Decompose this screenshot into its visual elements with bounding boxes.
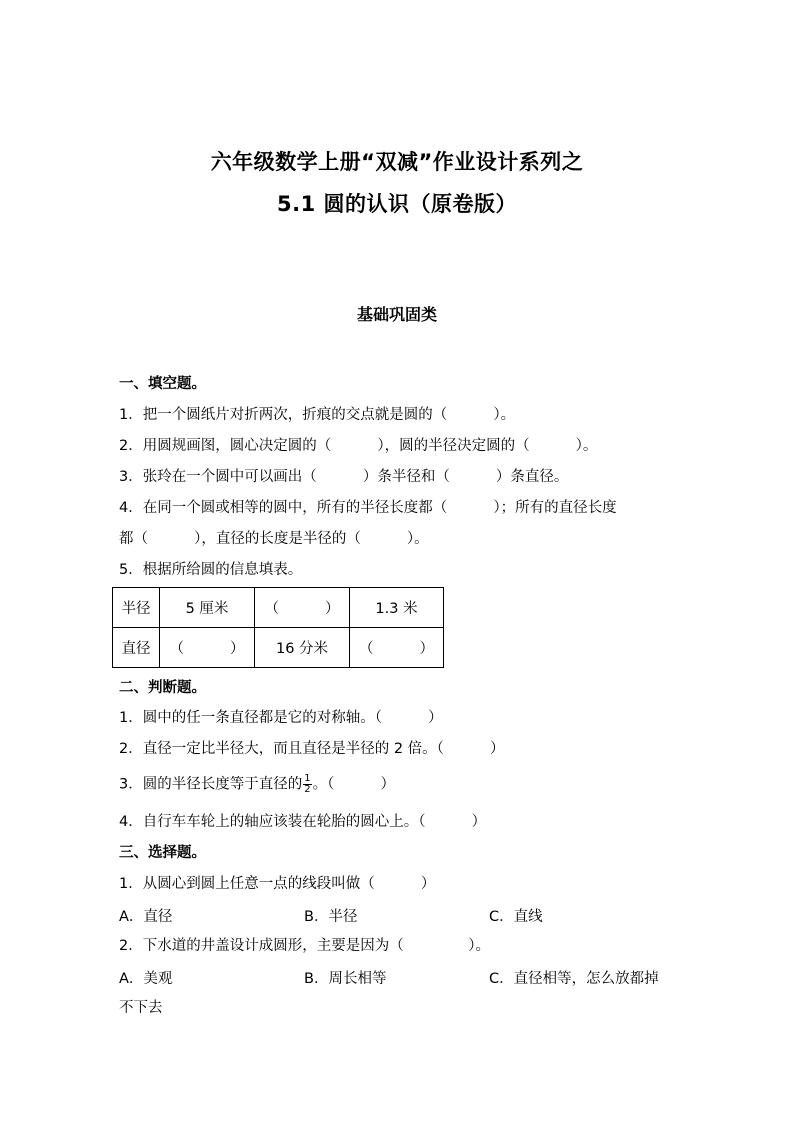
page-title-line2: 5.1 圆的认识（原卷版） bbox=[276, 192, 517, 216]
choice-option-a: A．直径 bbox=[119, 909, 173, 925]
table-cell: 半径 bbox=[113, 588, 160, 628]
fill-question-4: 4．在同一个圆或相等的圆中，所有的半径长度都（ ）；所有的直径长度 bbox=[119, 500, 617, 516]
judge-question-3 bbox=[119, 774, 395, 795]
fill-question-4-cont: 都（ ），直径的长度是半径的（ ）。 bbox=[119, 531, 429, 547]
table-cell: （ ） bbox=[255, 588, 350, 628]
table-cell: 16 分米 bbox=[255, 628, 350, 668]
choice-option-b: B．半径 bbox=[304, 909, 358, 925]
page-title-line1: 六年级数学上册“双减”作业设计系列之 bbox=[210, 150, 584, 174]
judge-heading: 二、判断题。 bbox=[119, 680, 206, 696]
choice-heading: 三、选择题。 bbox=[119, 845, 206, 861]
fraction-one-half: $\frac{1}{2}$ bbox=[304, 773, 311, 795]
judge-question-3-tail: 。（ ） bbox=[312, 776, 395, 793]
fill-question-3: 3．张玲在一个圆中可以画出（ ）条半径和（ ）条直径。 bbox=[119, 469, 569, 485]
section-title: 基础巩固类 bbox=[356, 305, 437, 324]
circle-info-table bbox=[112, 587, 444, 668]
fill-question-2: 2．用圆规画图，圆心决定圆的（ ），圆的半径决定圆的（ ）。 bbox=[119, 438, 598, 454]
choice-option-a: A．美观 bbox=[119, 971, 173, 987]
fill-question-1: 1．把一个圆纸片对折两次，折痕的交点就是圆的（ ）。 bbox=[119, 407, 516, 423]
table-cell: 1.3 米 bbox=[350, 588, 444, 628]
table-cell: （ ） bbox=[160, 628, 255, 668]
choice-question-2: 2．下水道的井盖设计成圆形，主要是因为（ ）。 bbox=[119, 938, 491, 954]
choice-option-c: C．直线 bbox=[489, 909, 543, 925]
choice-option-c-cont: 不下去 bbox=[119, 1000, 163, 1016]
table-cell: （ ） bbox=[350, 628, 444, 668]
table-cell: 直径 bbox=[113, 628, 160, 668]
table-cell: 5 厘米 bbox=[160, 588, 255, 628]
fill-question-5: 5．根据所给圆的信息填表。 bbox=[119, 562, 303, 578]
judge-question-1: 1．圆中的任一条直径都是它的对称轴。（ ） bbox=[119, 710, 443, 726]
fill-blank-heading: 一、填空题。 bbox=[119, 376, 206, 392]
choice-option-b: B．周长相等 bbox=[304, 971, 387, 987]
table-row bbox=[113, 588, 444, 628]
choice-question-1: 1．从圆心到圆上任意一点的线段叫做（ ） bbox=[119, 876, 436, 892]
judge-question-4: 4．自行车车轮上的轴应该装在轮胎的圆心上。（ ） bbox=[119, 814, 487, 830]
judge-question-3-text: 3．圆的半径长度等于直径的 bbox=[119, 776, 303, 793]
judge-question-2: 2．直径一定比半径大，而且直径是半径的 2 倍。（ ） bbox=[119, 741, 505, 757]
choice-option-c: C．直径相等，怎么放都掉 bbox=[489, 971, 659, 987]
table-row bbox=[113, 628, 444, 668]
